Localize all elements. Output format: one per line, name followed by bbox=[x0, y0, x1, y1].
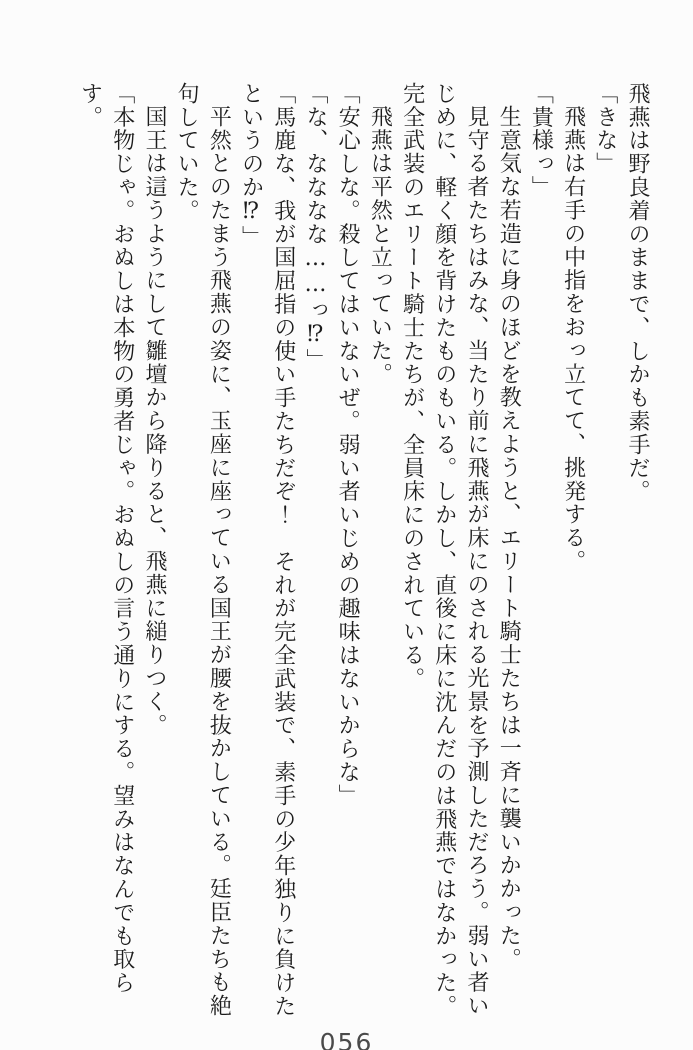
text-column: 「安心しな。殺してはいないぜ。弱い者いじめの趣味はないからな」 bbox=[335, 82, 361, 808]
page-number: 056 bbox=[319, 1028, 374, 1050]
text-column: 完全武装のエリート騎士たちが、全員床にのされている。 bbox=[399, 82, 425, 691]
text-column: 「本物じゃ。おぬしは本物の勇者じゃ。おぬしの言う通りにする。望みはなんでも取らす。 bbox=[77, 82, 135, 995]
text-column: 「な、なななな……っ⁉」 bbox=[302, 82, 328, 372]
text-column: じめに、軽く顔を背けたものもいる。しかし、直後に床に沈んだのは飛燕ではなかった。 bbox=[431, 82, 457, 1018]
text-column: 飛燕は平然と立っていた。 bbox=[367, 105, 393, 386]
text-column: というのか⁉」 bbox=[238, 82, 264, 249]
text-column: 生意気な若造に身のほどを教えようと、エリート騎士たちは一斉に襲いかかった。 bbox=[496, 105, 522, 971]
text-column: 飛燕は野良着のままで、しかも素手だ。 bbox=[625, 82, 650, 504]
text-column: 「貴様っ」 bbox=[528, 82, 554, 199]
text-column: 飛燕は右手の中指をおっ立てて、挑発する。 bbox=[560, 105, 586, 573]
text-column: 「きな」 bbox=[592, 82, 618, 176]
text-column: 見守る者たちはみな、当たり前に飛燕が床にのされる光景を予測しただろう。弱い者い bbox=[463, 105, 489, 1018]
vertical-text-block bbox=[73, 82, 653, 1020]
text-column: 「馬鹿な、我が国屈指の使い手たちだぞ！ それが完全武装で、素手の少年独りに負けた bbox=[270, 82, 296, 1018]
text-column: 平然とのたまう飛燕の姿に、玉座に座っている国王が腰を抜かしている。廷臣たちも絶 bbox=[206, 105, 232, 1018]
text-column: 句していた。 bbox=[174, 82, 200, 223]
text-column: 国王は這うようにして雛壇から降りると、飛燕に縋りつく。 bbox=[141, 105, 167, 737]
